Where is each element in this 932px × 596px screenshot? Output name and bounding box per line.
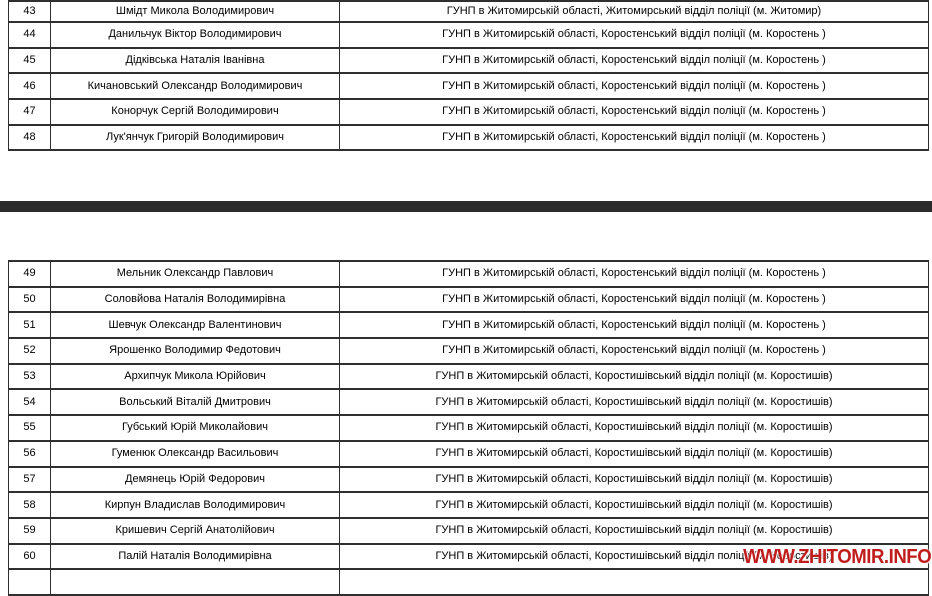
department-cell: ГУНП в Житомирській області, Коростишівський відділ поліції (м. Коростишів) bbox=[339, 519, 928, 543]
person-name-cell: Кичановський Олександр Володимирович bbox=[50, 74, 339, 98]
row-number-cell bbox=[9, 570, 50, 594]
department-cell: ГУНП в Житомирській області, Коростишівський відділ поліції (м. Коростишів) bbox=[339, 493, 928, 517]
table-row bbox=[9, 390, 928, 416]
row-number-cell: 57 bbox=[23, 472, 36, 485]
department-cell: ГУНП в Житомирській області, Коростенський відділ поліції (м. Коростень ) bbox=[339, 288, 928, 312]
person-name-cell: Ярошенко Володимир Федотович bbox=[50, 339, 339, 363]
person-name-cell: Архипчук Микола Юрійович bbox=[50, 365, 339, 389]
department-cell: ГУНП в Житомирській області, Коростенський відділ поліції (м. Коростень ) bbox=[339, 313, 928, 337]
department-cell: ГУНП в Житомирській області, Коростишівський відділ поліції (м. Коростишів) bbox=[339, 416, 928, 440]
row-number-cell: 49 bbox=[23, 267, 36, 280]
row-number-cell: 56 bbox=[23, 447, 36, 460]
row-number-cell: 51 bbox=[23, 318, 36, 331]
personnel-table-upper bbox=[8, 0, 929, 151]
row-number-cell: 59 bbox=[23, 524, 36, 537]
department-cell: ГУНП в Житомирській області, Коростишівський відділ поліції (м. Коростишів) bbox=[339, 390, 928, 414]
table-row bbox=[9, 126, 928, 152]
row-number-cell: 53 bbox=[23, 370, 36, 383]
department-cell: ГУНП в Житомирській області, Коростенський відділ поліції (м. Коростень ) bbox=[339, 262, 928, 286]
row-number-cell: 55 bbox=[23, 421, 36, 434]
department-cell: ГУНП в Житомирській області, Коростенський відділ поліції (м. Коростень ) bbox=[339, 339, 928, 363]
department-cell: ГУНП в Житомирській області, Коростишівський відділ поліції (м. Коростишів) bbox=[339, 468, 928, 492]
table-row bbox=[9, 313, 928, 339]
person-name-cell: Кирпун Владислав Володимирович bbox=[50, 493, 339, 517]
row-number-cell: 58 bbox=[23, 498, 36, 511]
person-name-cell: Соловйова Наталія Володимирівна bbox=[50, 288, 339, 312]
row-number-cell: 50 bbox=[23, 293, 36, 306]
table-row bbox=[9, 288, 928, 314]
table-row bbox=[9, 74, 928, 100]
person-name-cell: Демянець Юрій Федорович bbox=[50, 468, 339, 492]
table-row bbox=[9, 100, 928, 126]
person-name-cell: Мельник Олександр Павлович bbox=[50, 262, 339, 286]
person-name-cell: Шмідт Микола Володимирович bbox=[50, 2, 339, 21]
table-row bbox=[9, 23, 928, 49]
table-row bbox=[9, 262, 928, 288]
person-name-cell: Гуменюк Олександр Васильович bbox=[50, 442, 339, 466]
table-row bbox=[9, 442, 928, 468]
table-row bbox=[9, 468, 928, 494]
table-row-partial bbox=[9, 570, 928, 596]
department-cell: ГУНП в Житомирській області, Коростишівський відділ поліції (м. Коростишів) bbox=[339, 442, 928, 466]
department-cell: ГУНП в Житомирській області, Коростишівський відділ поліції (м. Коростишів) bbox=[339, 545, 928, 569]
department-cell: ГУНП в Житомирській області, Коростенський відділ поліції (м. Коростень ) bbox=[339, 126, 928, 150]
department-cell bbox=[339, 570, 928, 594]
page-separator-bar bbox=[0, 201, 932, 212]
person-name-cell: Шевчук Олександр Валентинович bbox=[50, 313, 339, 337]
row-number-cell: 44 bbox=[23, 28, 36, 41]
person-name-cell bbox=[50, 570, 339, 594]
row-number-cell: 54 bbox=[23, 395, 36, 408]
person-name-cell: Дідківська Наталія Іванівна bbox=[50, 49, 339, 73]
person-name-cell: Вольський Віталій Дмитрович bbox=[50, 390, 339, 414]
department-cell: ГУНП в Житомирській області, Коростенський відділ поліції (м. Коростень ) bbox=[339, 74, 928, 98]
row-number-cell: 52 bbox=[23, 344, 36, 357]
person-name-cell: Кришевич Сергій Анатолійович bbox=[50, 519, 339, 543]
department-cell: ГУНП в Житомирській області, Коростишівський відділ поліції (м. Коростишів) bbox=[339, 365, 928, 389]
department-cell: ГУНП в Житомирській області, Коростенський відділ поліції (м. Коростень ) bbox=[339, 100, 928, 124]
person-name-cell: Лук'янчук Григорій Володимирович bbox=[50, 126, 339, 150]
row-number-cell: 60 bbox=[23, 549, 36, 562]
site-watermark: WWW.ZHITOMIR.INFO bbox=[742, 546, 931, 568]
row-number-cell: 45 bbox=[23, 54, 36, 67]
row-number-cell: 43 bbox=[23, 5, 36, 17]
table-row bbox=[9, 493, 928, 519]
row-number-cell: 46 bbox=[23, 79, 36, 92]
department-cell: ГУНП в Житомирській області, Житомирський відділ поліції (м. Житомир) bbox=[339, 2, 928, 21]
person-name-cell: Данильчук Віктор Володимирович bbox=[50, 23, 339, 47]
table-row bbox=[9, 2, 928, 23]
person-name-cell: Конорчук Сергій Володимирович bbox=[50, 100, 339, 124]
table-row bbox=[9, 339, 928, 365]
row-number-cell: 48 bbox=[23, 131, 36, 144]
person-name-cell: Палій Наталія Володимирівна bbox=[50, 545, 339, 569]
table-row bbox=[9, 365, 928, 391]
department-cell: ГУНП в Житомирській області, Коростенський відділ поліції (м. Коростень ) bbox=[339, 49, 928, 73]
table-row bbox=[9, 519, 928, 545]
row-number-cell: 47 bbox=[23, 105, 36, 118]
table-row bbox=[9, 416, 928, 442]
department-cell: ГУНП в Житомирській області, Коростенський відділ поліції (м. Коростень ) bbox=[339, 23, 928, 47]
person-name-cell: Губський Юрій Миколайович bbox=[50, 416, 339, 440]
table-row bbox=[9, 49, 928, 75]
